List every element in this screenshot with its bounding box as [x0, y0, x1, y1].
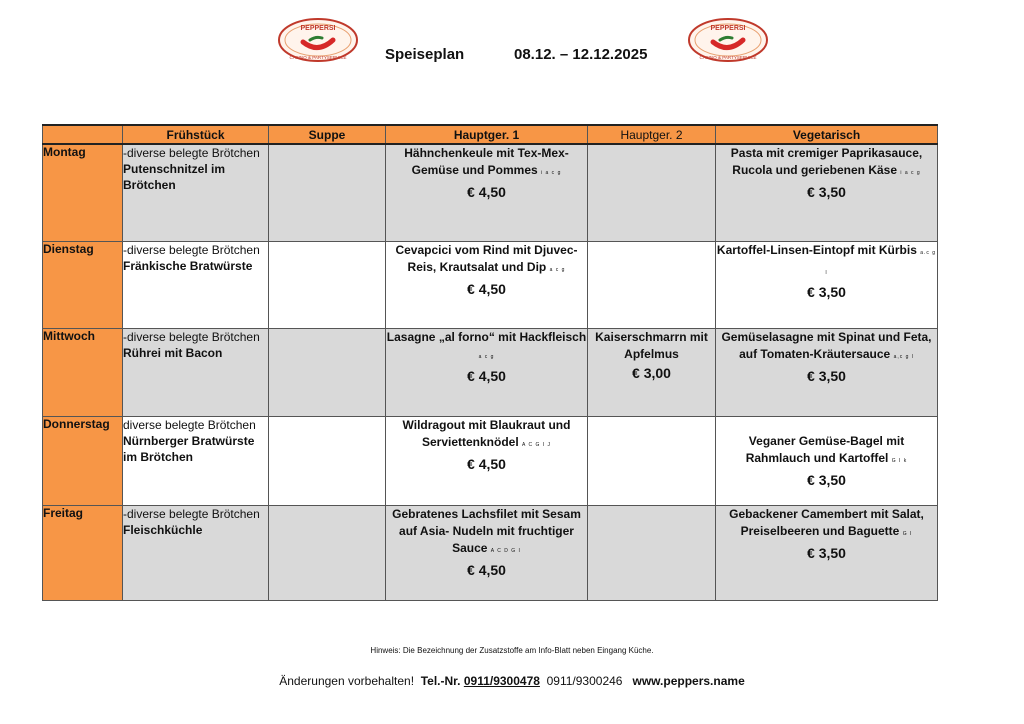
allergen-codes: A C D G I	[490, 547, 521, 554]
main-dish-1-price: € 4,50	[467, 184, 506, 200]
main-dish-1-name: Hähnchenkeule mit Tex-Mex-Gemüse und Pommes	[404, 146, 569, 177]
breakfast-special: Nürnberger Bratwürste im Brötchen	[123, 433, 255, 464]
day-label: Freitag	[43, 505, 123, 600]
main-dish-2-price: € 3,00	[632, 364, 671, 381]
vegetarian-cell	[716, 144, 938, 241]
allergen-codes: A C G I J	[522, 441, 552, 448]
col-header-suppe: Suppe	[269, 125, 386, 144]
breakfast-item: -diverse belegte Brötchen	[123, 242, 260, 257]
main-dish-1-cell	[386, 328, 588, 416]
main-dish-1-cell	[386, 144, 588, 241]
svg-text:CASINO & PARTYSERVICE: CASINO & PARTYSERVICE	[699, 55, 757, 60]
vegetarian-dish-name: Pasta mit cremiger Paprikasauce, Rucola und geriebenen Käse	[730, 146, 923, 177]
main-dish-1-price: € 4,50	[467, 561, 506, 578]
breakfast-special: Putenschnitzel im Brötchen	[123, 162, 226, 192]
day-label: Montag	[43, 144, 123, 241]
col-header-hauptger-1: Hauptger. 1	[386, 125, 588, 144]
peppersi-logo-right	[688, 18, 768, 62]
allergen-codes: a c g	[549, 266, 566, 273]
breakfast-item: -diverse belegte Brötchen	[123, 146, 260, 160]
allergen-codes: G I k	[891, 457, 908, 464]
phone-number-1[interactable]: 0911/9300478	[463, 674, 540, 688]
breakfast-cell	[123, 241, 269, 328]
main-dish-2-name: Kaiserschmarrn mit Apfelmus	[595, 329, 708, 361]
breakfast-cell	[123, 328, 269, 416]
col-header-day	[43, 125, 123, 144]
svg-text:PEPPERSI: PEPPERSI	[300, 25, 336, 32]
main-dish-1-cell	[386, 241, 588, 328]
additives-note: Hinweis: Die Bezeichnung der Zusatzstoffe am Info-Blatt neben Eingang Küche.	[370, 646, 654, 655]
date-range: 08.12. – 12.12.2025	[514, 46, 648, 63]
table-row	[43, 144, 938, 241]
main-dish-1-cell	[386, 505, 588, 600]
soup-cell	[269, 328, 386, 416]
breakfast-cell	[123, 505, 269, 600]
col-header-vegetarisch: Vegetarisch	[716, 125, 938, 144]
menu-table	[42, 124, 938, 601]
breakfast-special: Fränkische Bratwürste	[123, 258, 253, 273]
vegetarian-price: € 3,50	[807, 471, 846, 488]
table-row	[43, 416, 938, 505]
day-label: Dienstag	[43, 241, 123, 328]
vegetarian-price: € 3,50	[807, 184, 846, 200]
vegetarian-cell	[716, 241, 938, 328]
breakfast-item: -diverse belegte Brötchen	[123, 506, 260, 521]
main-dish-1-price: € 4,50	[467, 280, 506, 297]
vegetarian-cell	[716, 416, 938, 505]
allergen-codes: G I	[902, 530, 913, 537]
main-dish-1-name: Cevapcici vom Rind mit Djuvec-Reis, Krautsalat und Dip	[395, 242, 578, 274]
vegetarian-dish-name: Gebackener Camembert mit Salat, Preiselbeeren und Baguette	[729, 506, 924, 538]
day-label: Mittwoch	[43, 328, 123, 416]
allergen-codes: a,c g l	[893, 353, 914, 360]
header-row	[43, 125, 938, 144]
main-dish-1-price: € 4,50	[467, 367, 506, 384]
main-dish-2-cell	[588, 241, 716, 328]
allergen-codes: i a c g	[900, 170, 921, 176]
col-header-hauptger-2: Hauptger. 2	[588, 125, 716, 144]
soup-cell	[269, 241, 386, 328]
main-dish-1-name: Gebratenes Lachsfilet mit Sesam auf Asia- Nudeln mit fruchtiger Sauce	[392, 506, 581, 555]
breakfast-special: Rührei mit Bacon	[123, 345, 223, 360]
table-row	[43, 241, 938, 328]
website-link[interactable]: www.peppers.name	[632, 674, 745, 688]
col-header-fruehstueck: Frühstück	[123, 125, 269, 144]
breakfast-cell	[123, 416, 269, 505]
main-dish-2-cell	[588, 416, 716, 505]
vegetarian-dish-name: Gemüselasagne mit Spinat und Feta, auf Tomaten-Kräutersauce	[721, 329, 932, 361]
page-title: Speiseplan	[385, 46, 465, 63]
allergen-codes: a.c g l	[825, 249, 937, 276]
soup-cell	[269, 416, 386, 505]
table-row	[43, 505, 938, 600]
phone-label: Tel.-Nr.	[420, 674, 461, 688]
soup-cell	[269, 505, 386, 600]
vegetarian-cell	[716, 328, 938, 416]
vegetarian-price: € 3,50	[807, 367, 846, 384]
breakfast-special: Fleischküchle	[123, 522, 203, 537]
table-row	[43, 328, 938, 416]
soup-cell	[269, 144, 386, 241]
day-label: Donnerstag	[43, 416, 123, 505]
vegetarian-dish-name: Kartoffel-Linsen-Eintopf mit Kürbis	[716, 242, 917, 257]
main-dish-1-cell	[386, 416, 588, 505]
changes-note: Änderungen vorbehalten!	[279, 674, 415, 688]
main-dish-2-cell	[588, 144, 716, 241]
main-dish-1-price: € 4,50	[467, 455, 506, 472]
vegetarian-dish-name: Veganer Gemüse-Bagel mit Rahmlauch und Kartoffel	[745, 433, 905, 465]
vegetarian-cell	[716, 505, 938, 600]
phone-number-2[interactable]: 0911/9300246	[546, 674, 623, 688]
breakfast-item: -diverse belegte Brötchen	[123, 329, 260, 344]
vegetarian-price: € 3,50	[807, 544, 846, 561]
allergen-codes: a c g	[478, 353, 495, 360]
main-dish-2-cell	[588, 505, 716, 600]
vegetarian-price: € 3,50	[807, 283, 846, 300]
main-dish-1-name: Lasagne „al forno“ mit Hackfleisch	[386, 329, 587, 344]
contact-footer	[0, 674, 1024, 688]
peppersi-logo-left	[278, 18, 358, 62]
breakfast-item: diverse belegte Brötchen	[123, 417, 256, 432]
breakfast-cell	[123, 144, 269, 241]
main-dish-2-cell	[588, 328, 716, 416]
svg-text:PEPPERSI: PEPPERSI	[710, 25, 746, 32]
allergen-codes: i a c g	[541, 170, 562, 176]
svg-text:CASINO & PARTYSERVICE: CASINO & PARTYSERVICE	[289, 55, 347, 60]
main-dish-1-name: Wildragout mit Blaukraut und Serviettenknödel	[402, 417, 571, 449]
